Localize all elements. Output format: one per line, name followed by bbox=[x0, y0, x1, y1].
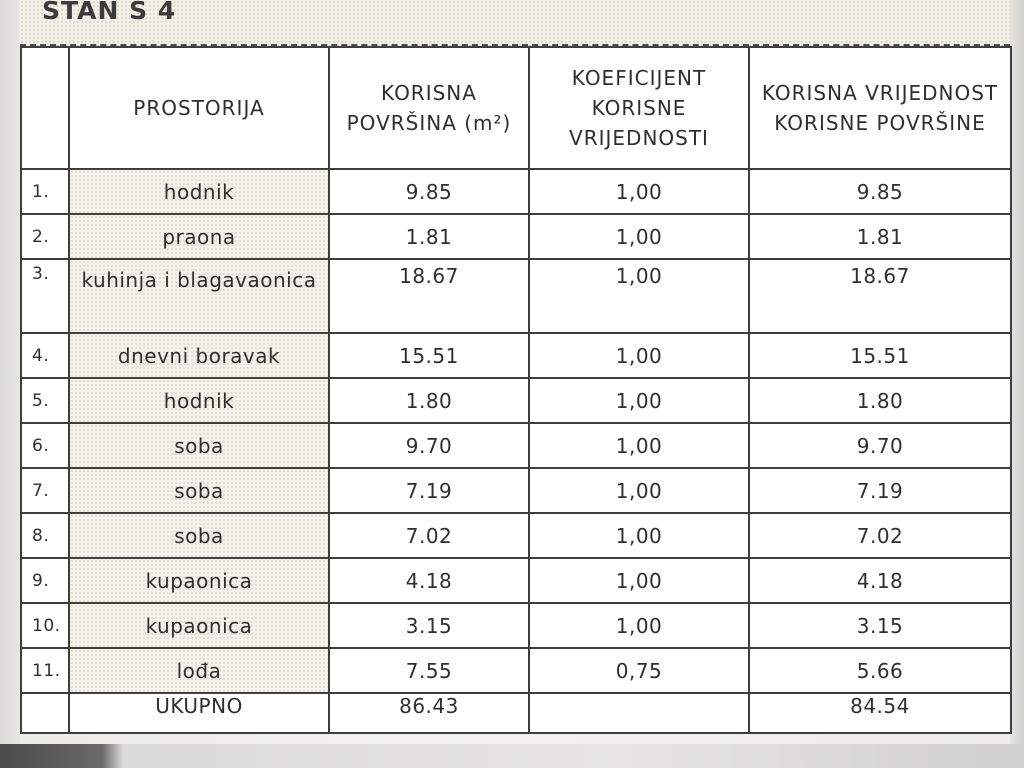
table-row bbox=[21, 423, 1011, 468]
table-row bbox=[21, 333, 1011, 378]
row-area: 7.55 bbox=[329, 648, 529, 693]
row-room: praona bbox=[69, 214, 329, 259]
table-row bbox=[21, 169, 1011, 214]
row-value: 3.15 bbox=[749, 603, 1011, 648]
table-row bbox=[21, 378, 1011, 423]
row-area: 15.51 bbox=[329, 333, 529, 378]
row-coefficient: 1,00 bbox=[529, 259, 749, 333]
row-room: hodnik bbox=[69, 378, 329, 423]
row-value: 18.67 bbox=[749, 259, 1011, 333]
table-row bbox=[21, 259, 1011, 333]
total-value: 84.54 bbox=[749, 693, 1011, 733]
row-value: 1.80 bbox=[749, 378, 1011, 423]
row-number: 9. bbox=[21, 558, 69, 603]
row-number: 11. bbox=[21, 648, 69, 693]
row-value: 15.51 bbox=[749, 333, 1011, 378]
row-room: kuhinja i blagavaonica bbox=[69, 259, 329, 333]
row-room: kupaonica bbox=[69, 603, 329, 648]
row-room: soba bbox=[69, 513, 329, 558]
total-coefficient bbox=[529, 693, 749, 733]
row-number: 1. bbox=[21, 169, 69, 214]
row-number: 6. bbox=[21, 423, 69, 468]
table-row bbox=[21, 558, 1011, 603]
right-background-edge bbox=[1010, 0, 1024, 768]
total-number-cell bbox=[21, 693, 69, 733]
row-area: 1.80 bbox=[329, 378, 529, 423]
header-room: PROSTORIJA bbox=[69, 47, 329, 169]
row-value: 7.02 bbox=[749, 513, 1011, 558]
row-coefficient: 1,00 bbox=[529, 333, 749, 378]
table-row bbox=[21, 214, 1011, 259]
row-value: 5.66 bbox=[749, 648, 1011, 693]
page-title: STAN S 4 bbox=[42, 0, 177, 25]
area-table bbox=[20, 46, 1012, 734]
row-number: 10. bbox=[21, 603, 69, 648]
row-coefficient: 1,00 bbox=[529, 513, 749, 558]
row-number: 3. bbox=[21, 259, 69, 333]
row-area: 9.70 bbox=[329, 423, 529, 468]
row-coefficient: 0,75 bbox=[529, 648, 749, 693]
table-row bbox=[21, 513, 1011, 558]
header-coefficient: KOEFICIJENT KORISNE VRIJEDNOSTI bbox=[529, 47, 749, 169]
row-number: 2. bbox=[21, 214, 69, 259]
row-value: 4.18 bbox=[749, 558, 1011, 603]
row-area: 7.02 bbox=[329, 513, 529, 558]
row-area: 18.67 bbox=[329, 259, 529, 333]
row-room: kupaonica bbox=[69, 558, 329, 603]
row-area: 3.15 bbox=[329, 603, 529, 648]
row-room: soba bbox=[69, 468, 329, 513]
row-room: soba bbox=[69, 423, 329, 468]
bottom-background-strip bbox=[0, 744, 1024, 768]
row-number: 5. bbox=[21, 378, 69, 423]
row-value: 7.19 bbox=[749, 468, 1011, 513]
row-area: 1.81 bbox=[329, 214, 529, 259]
header-number bbox=[21, 47, 69, 169]
table-header-row bbox=[21, 47, 1011, 169]
title-band bbox=[20, 0, 1010, 46]
row-number: 7. bbox=[21, 468, 69, 513]
row-coefficient: 1,00 bbox=[529, 214, 749, 259]
header-value: KORISNA VRIJEDNOST KORISNE POVRŠINE bbox=[749, 47, 1011, 169]
left-background-edge bbox=[0, 0, 20, 768]
row-number: 8. bbox=[21, 513, 69, 558]
total-area: 86.43 bbox=[329, 693, 529, 733]
row-room: dnevni boravak bbox=[69, 333, 329, 378]
row-coefficient: 1,00 bbox=[529, 603, 749, 648]
row-area: 9.85 bbox=[329, 169, 529, 214]
header-area: KORISNA POVRŠINA (m²) bbox=[329, 47, 529, 169]
row-coefficient: 1,00 bbox=[529, 558, 749, 603]
table-row bbox=[21, 648, 1011, 693]
row-area: 7.19 bbox=[329, 468, 529, 513]
row-value: 9.85 bbox=[749, 169, 1011, 214]
total-label: UKUPNO bbox=[69, 693, 329, 733]
row-room: lođa bbox=[69, 648, 329, 693]
row-value: 9.70 bbox=[749, 423, 1011, 468]
row-number: 4. bbox=[21, 333, 69, 378]
row-room: hodnik bbox=[69, 169, 329, 214]
row-coefficient: 1,00 bbox=[529, 378, 749, 423]
row-value: 1.81 bbox=[749, 214, 1011, 259]
table-row bbox=[21, 468, 1011, 513]
row-coefficient: 1,00 bbox=[529, 423, 749, 468]
row-coefficient: 1,00 bbox=[529, 169, 749, 214]
table-row bbox=[21, 603, 1011, 648]
row-coefficient: 1,00 bbox=[529, 468, 749, 513]
total-row bbox=[21, 693, 1011, 733]
row-area: 4.18 bbox=[329, 558, 529, 603]
